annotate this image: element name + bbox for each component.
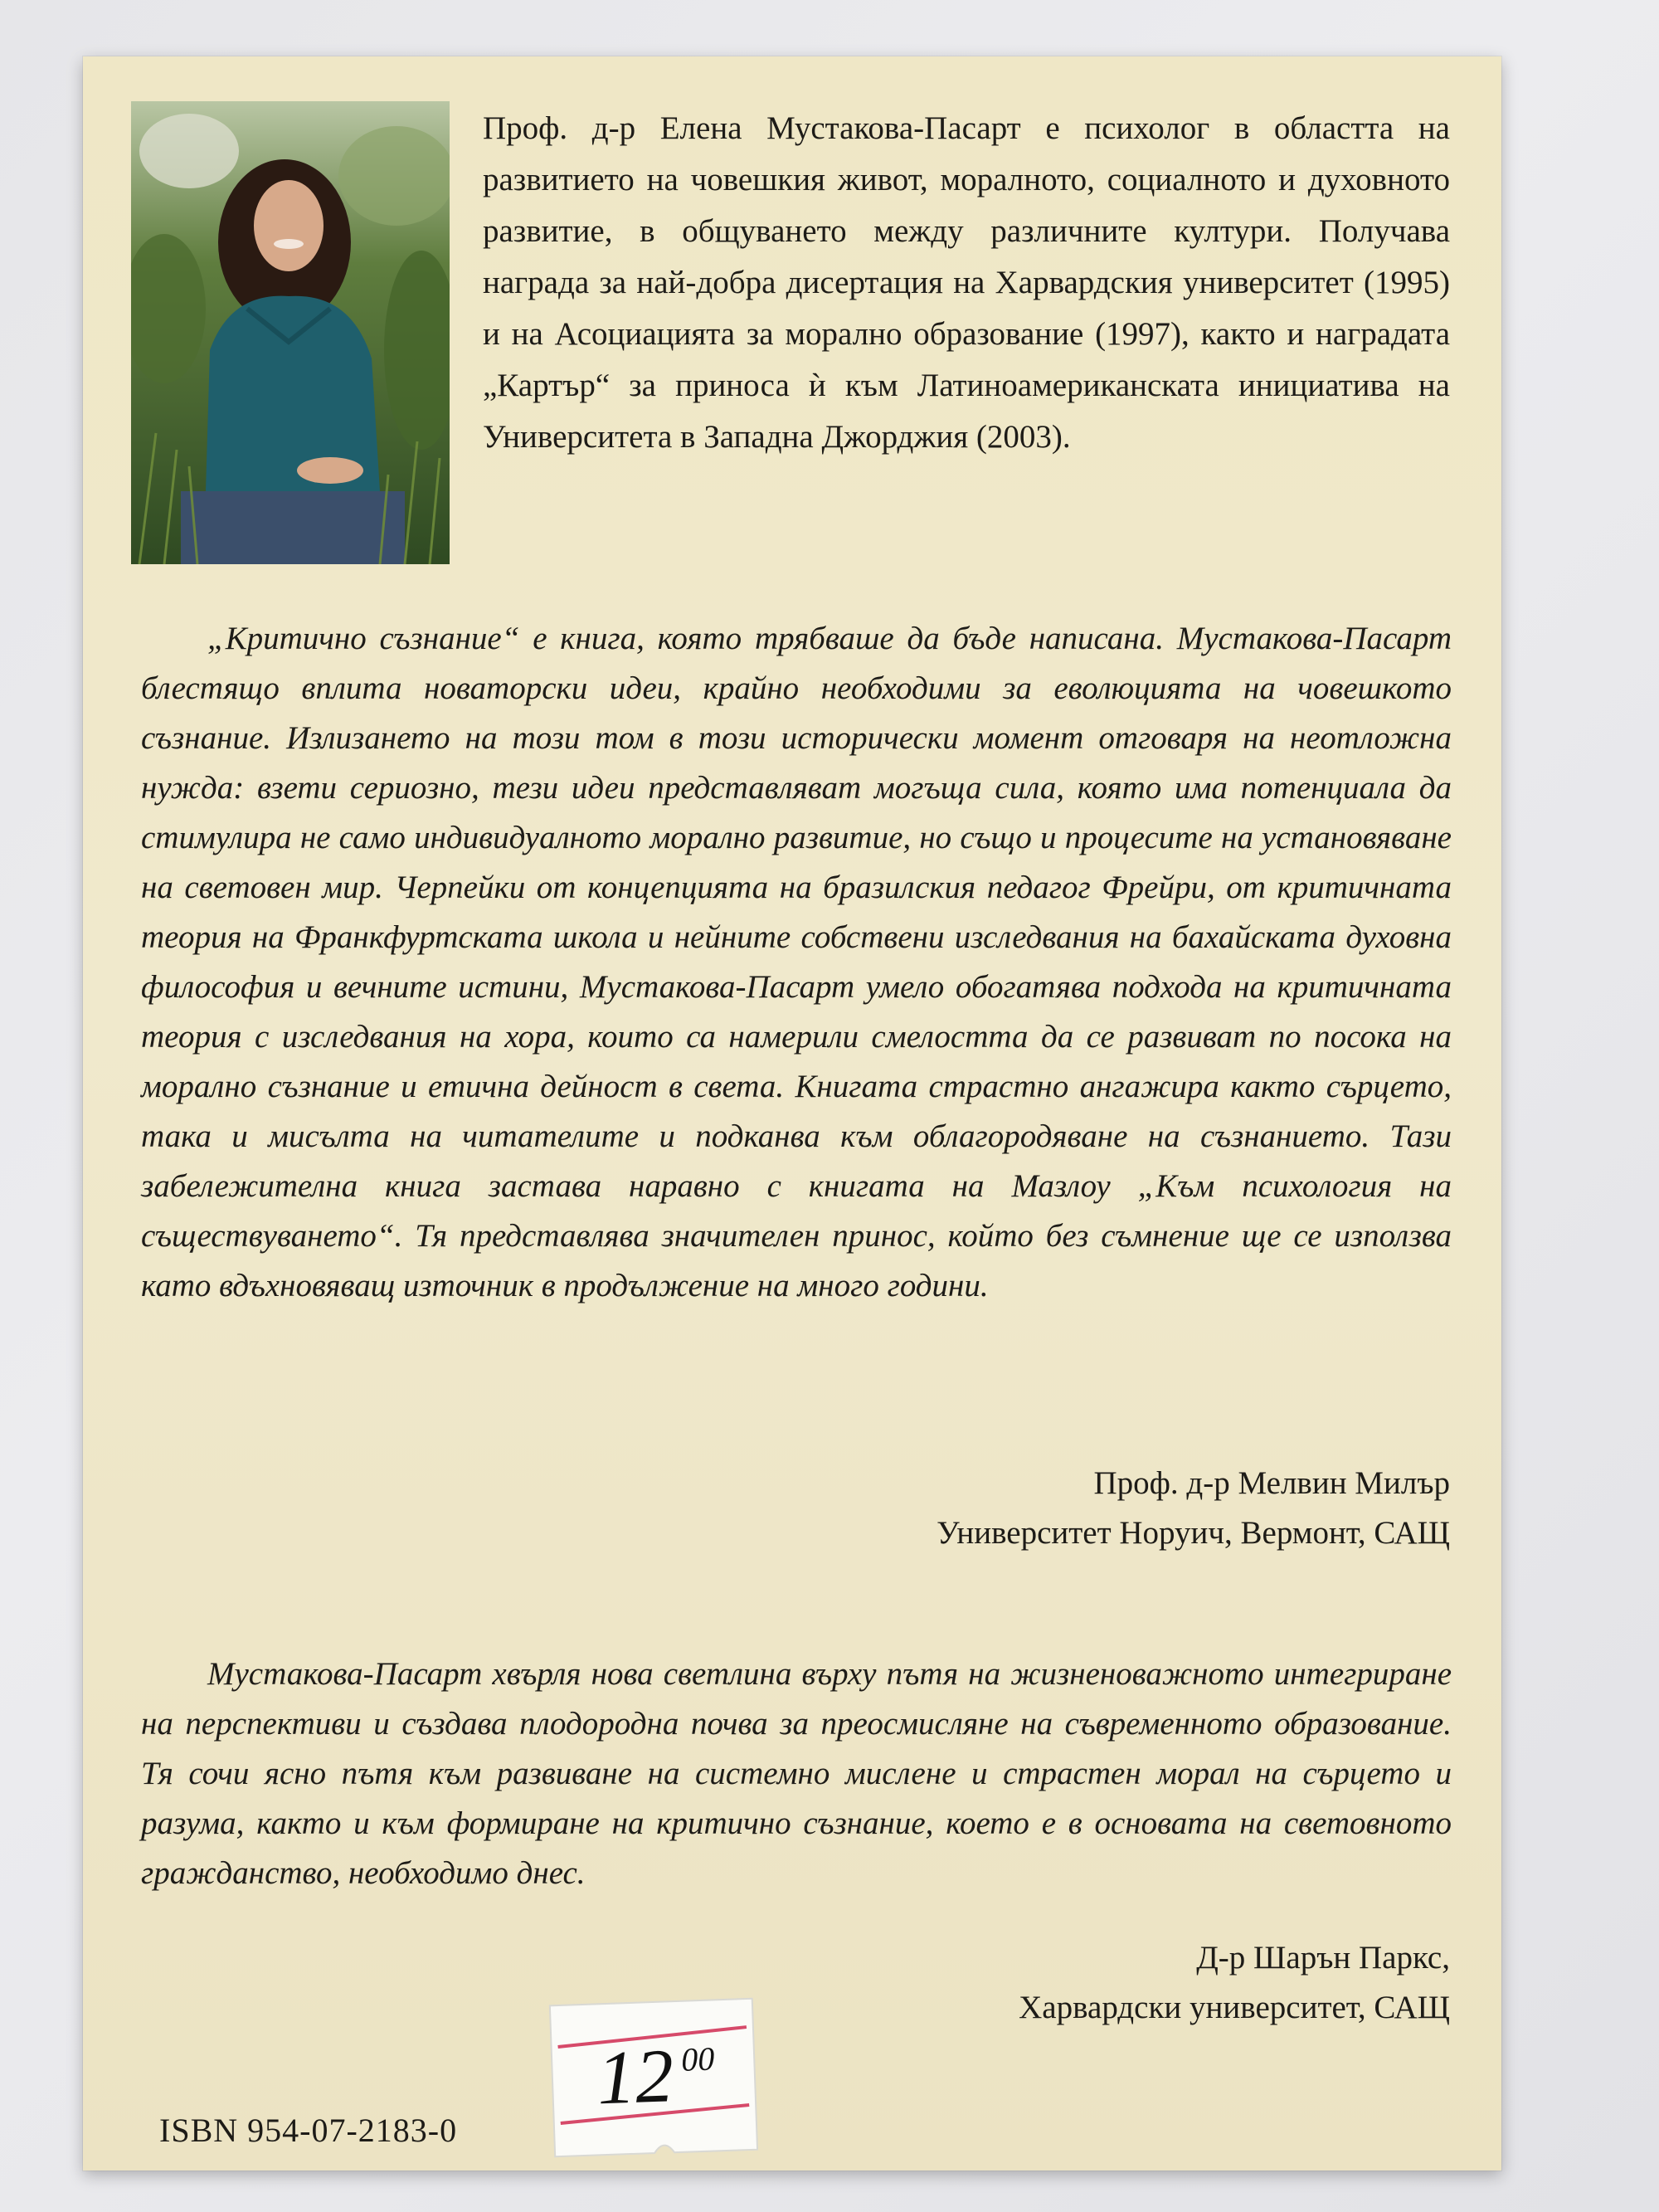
author-photo-illustration	[131, 101, 450, 564]
author-bio: Проф. д-р Елена Мустакова-Пасарт е психолог в областта на развитието на човешкия живот, моралното, социалното и духовното развитие, в общуването между различните култури. Получава награда за най-добра дисертация на Харвардския университет (1995) и на Асоциацията за морално образование (1997), както и наградата „Картър“ за приноса ѝ към Латиноамериканската инициатива на Университета в Западна Джорджия (2003).	[483, 110, 1450, 455]
author-photo	[131, 101, 450, 564]
review-miller-affiliation: Университет Норуич, Вермонт, САЩ	[937, 1515, 1450, 1551]
review-parks-affiliation: Харвардски университет, САЩ	[1019, 1990, 1450, 2025]
review-miller-text: „Критично съзнание“ е книга, която трябваше да бъде написана. Мустакова-Пасарт блестящо вплита новаторски идеи, крайно необходими за еволюцията на човешкото съзнание. Излизането на този том в този исторически момент отговаря на неотложна нужда: взети сериозно, тези идеи представляват могъща сила, която има потенциала да стимулира не само индивидуалното морално развитие, но също и процесите на установяване на световен мир. Черпейки от концепцията на бразилския педагог Фрейри, от критичната теория на Франкфуртската школа и нейните собствени изследвания на бахайската духовна философия и вечните истини, Мустакова-Пасарт умело обогатява подхода на критичната теория с изследвания на хора, които са намерили смелостта да се развиват по посока на морално съзнание и етична дейност в света. Книгата страстно ангажира както сърцето, така и мисълта на читателите и подканва към облагородяване на съзнанието. Тази забележителна книга застава наравно с книгата на Мазлоу „Към психология на съществуването“. Тя представлява значителен принос, който без съмнение ще се използва като вдъхновяващ източник в продължение на много години.	[141, 621, 1452, 1303]
price-sticker	[545, 1992, 763, 2166]
price-cents: 00	[680, 2039, 715, 2078]
review-parks-author: Д-р Шарън Паркс,	[1196, 1940, 1450, 1976]
review-miller-signature	[937, 1459, 1450, 1558]
review-parks-signature	[1019, 1933, 1450, 2033]
price-value: 12	[596, 2033, 675, 2121]
book-back-cover	[83, 56, 1501, 2171]
review-parks-text: Мустакова-Пасарт хвърля нова светлина върху пътя на жизненоважното интегриране на перспективи и създава плодородна почва за преосмисляне на съвременното образование. Тя сочи ясно пътя към развиване на системно мислене и страстен морал на сърцето и разума, както и към формиране на критично съзнание, което е в основата на световното гражданство, необходимо днес.	[141, 1656, 1452, 1891]
review-miller-author: Проф. д-р Мелвин Милър	[1093, 1465, 1450, 1501]
isbn-number: ISBN 954-07-2183-0	[159, 2112, 458, 2149]
price-sticker-graphic	[545, 1992, 763, 2166]
